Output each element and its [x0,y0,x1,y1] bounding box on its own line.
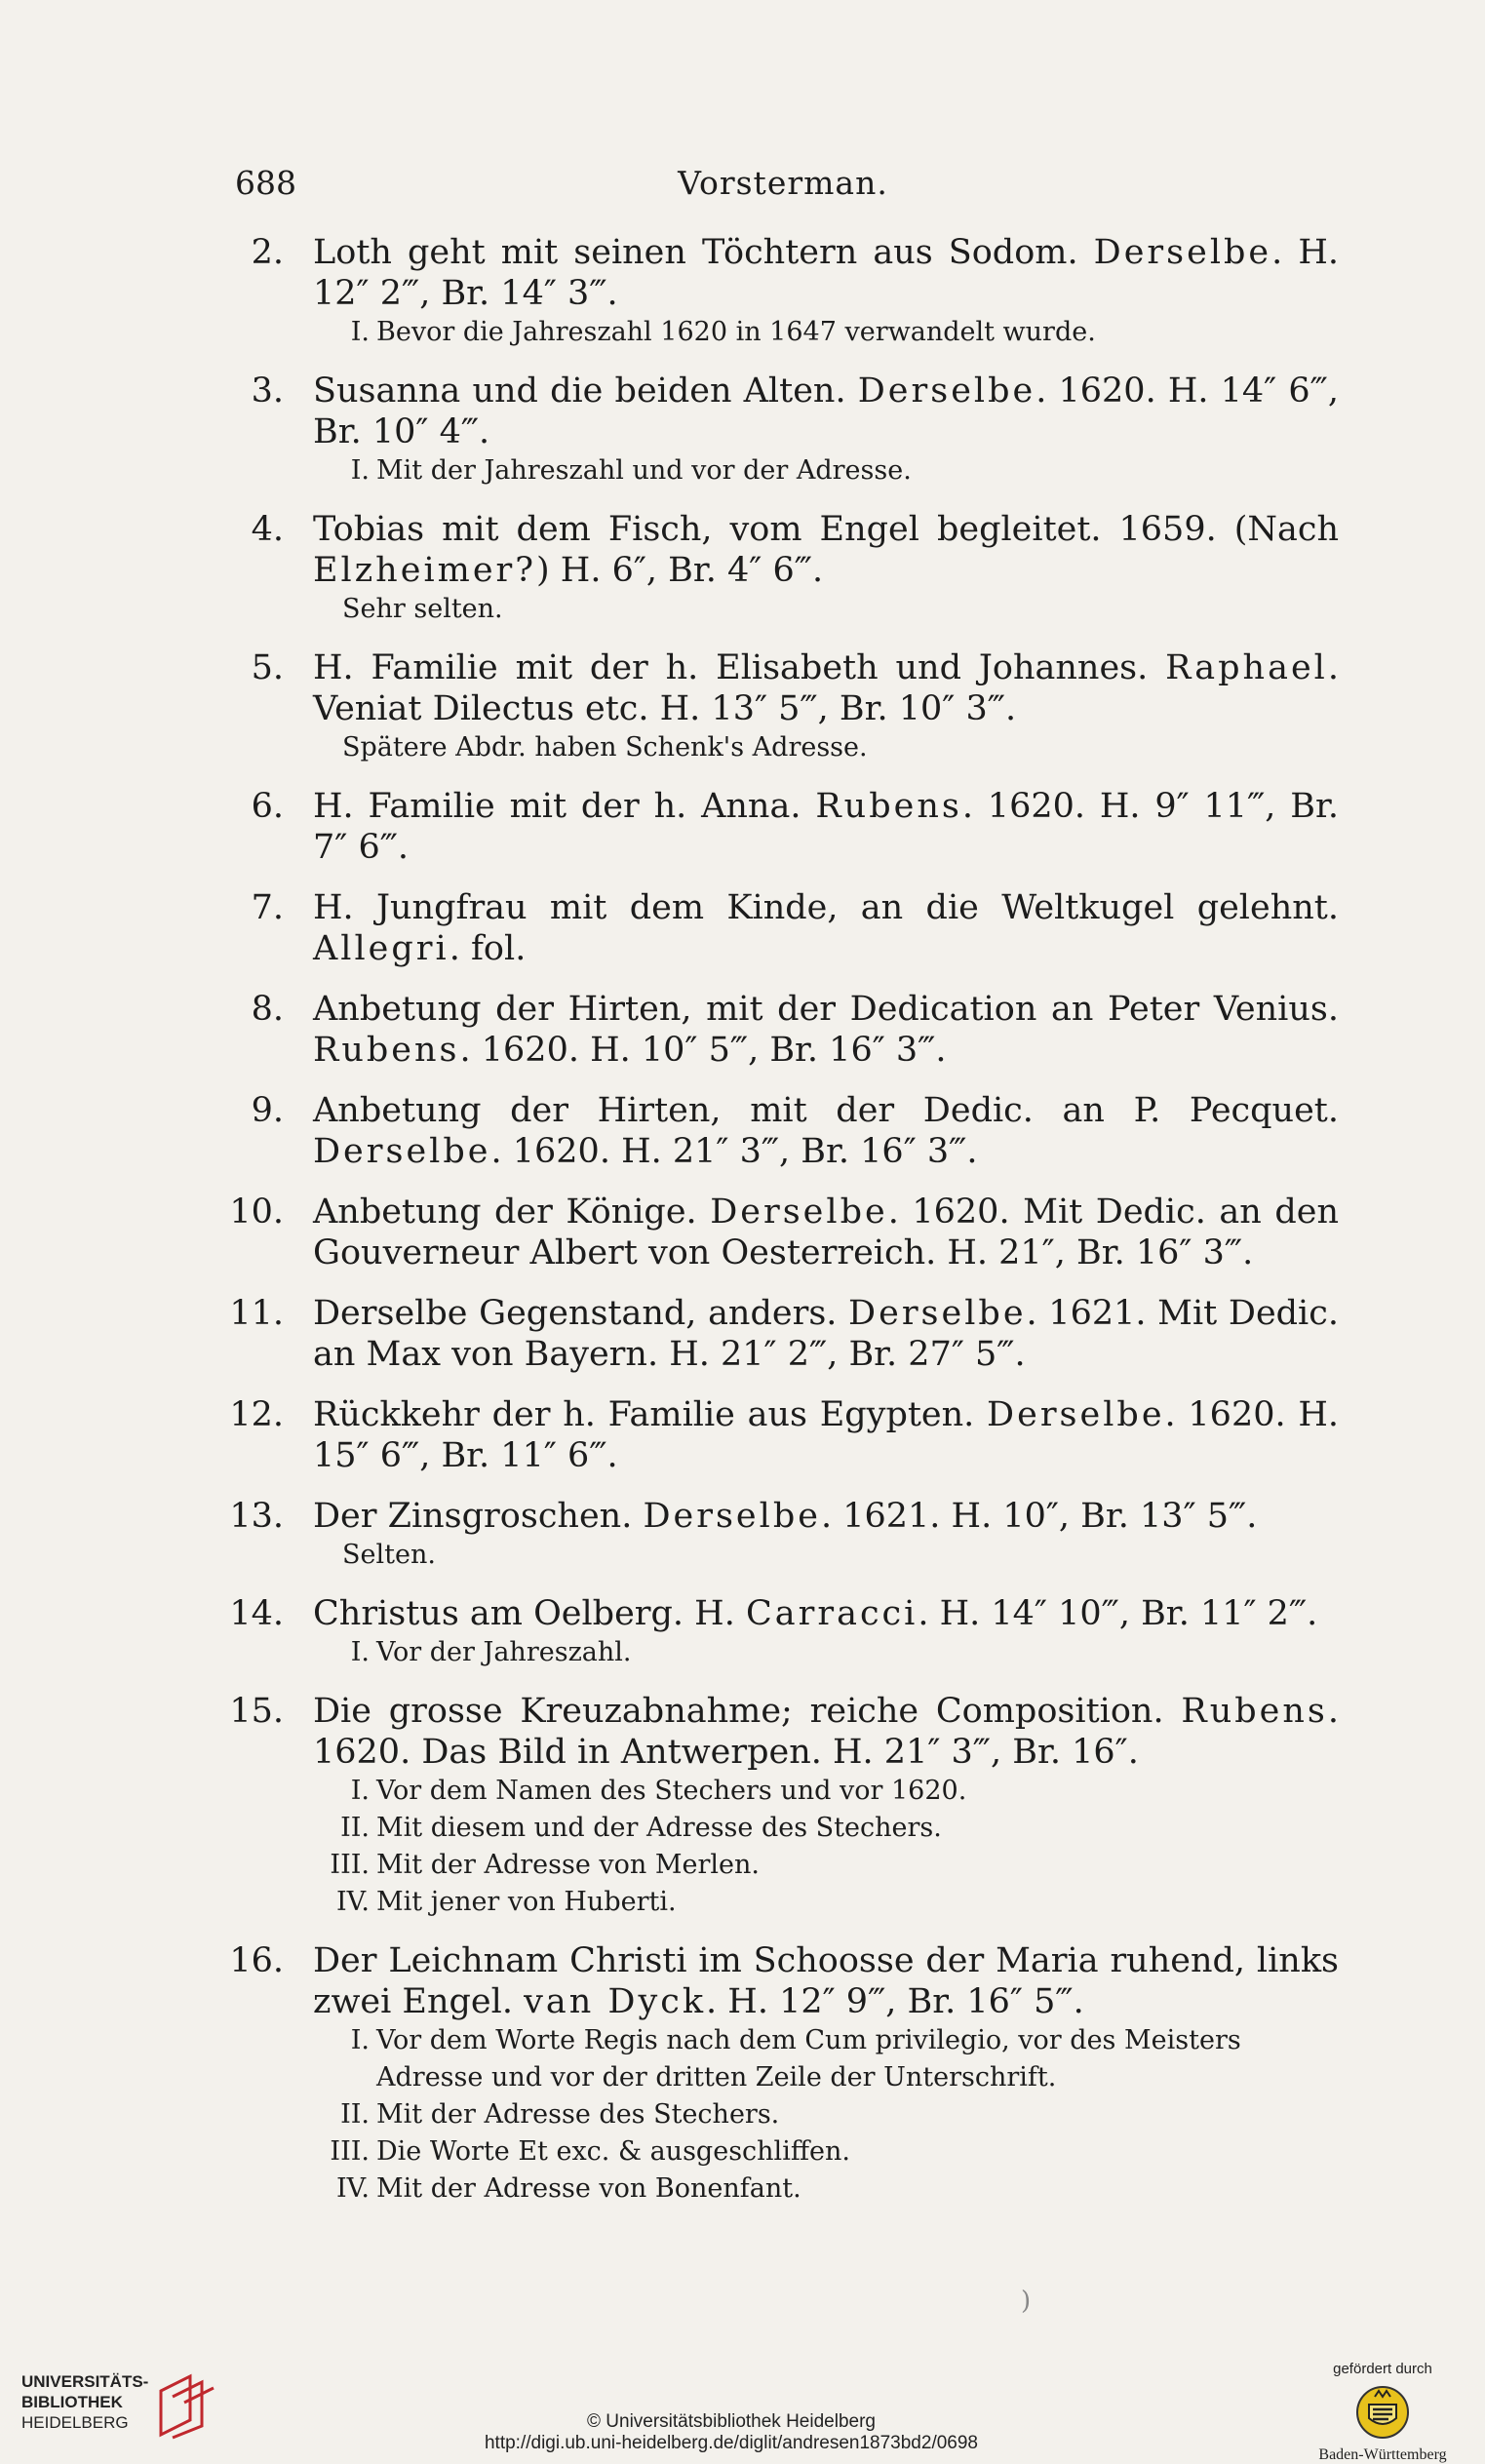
print-state [313,2171,1339,2208]
state-description: Mit der Jahreszahl und vor der Adresse. [376,455,912,486]
footer-credits [390,2411,1073,2454]
entry-text-segment: . 1620. H. 21″ 3‴, Br. 16″ 3‴. [490,1132,978,1171]
entry-text-segment: Anbetung der Könige. [313,1193,711,1232]
print-state [313,1773,1339,1810]
entry-text-segment: . H. 14″ 10‴, Br. 11″ 2‴. [918,1594,1318,1633]
entry-text-segment: . fol. [449,929,527,968]
artist-name: van Dyck [524,1982,707,2021]
entry-text-segment: . Veniat Dilectus etc. H. 13″ 5‴, Br. 10″ 3‴. [313,648,1339,728]
entry-number: 3. [251,372,284,411]
library-line: BIBLIOTHEK [21,2393,123,2411]
entry-text-segment: . 1620. H. 14″ 6‴, Br. 10″ 4‴. [313,372,1340,451]
page-marker: ) [1021,2287,1032,2316]
page-header [227,164,1339,213]
entry-description [313,1940,1339,2022]
print-state [313,2096,1339,2133]
ub-heidelberg-logo[interactable] [21,2371,226,2440]
entry-number: 7. [251,888,284,927]
catalogue-entry [227,647,1339,766]
entry-description [313,1192,1339,1273]
entry-description [313,1090,1339,1172]
state-description: Mit der Adresse von Merlen. [376,1850,761,1880]
entry-text-segment: H. Familie mit der h. Elisabeth und Johannes. [313,648,1166,687]
state-numeral: I. [350,1637,370,1667]
copyright-notice: © Universitätsbibliothek Heidelberg [587,2411,876,2432]
entry-text-segment: Die grosse Kreuzabnahme; reiche Composition. [313,1692,1182,1731]
entry-number: 4. [251,510,284,549]
entry-text-segment: . 1620. Das Bild in Antwerpen. H. 21″ 3‴, Br. 16″. [313,1692,1339,1772]
entry-number: 9. [251,1091,284,1130]
print-state [313,1847,1339,1884]
entry-number: 2. [251,233,284,272]
catalogue-entry [227,1496,1339,1574]
entry-note: Spätere Abdr. haben Schenk's Adresse. [342,732,868,763]
funded-by-label: gefördert durch [1333,2361,1432,2377]
entry-number: 8. [251,990,284,1029]
state-numeral: I. [350,455,370,486]
library-name [21,2371,148,2433]
entry-number: 5. [251,648,284,687]
entry-text-segment: . 1620. H. 15″ 6‴, Br. 11″ 6‴. [313,1395,1339,1475]
catalogue-entry [227,1192,1339,1273]
state-numeral: I. [350,2025,370,2055]
artist-name: Rubens [1181,1692,1328,1731]
entry-text-segment: Tobias mit dem Fisch, vom Engel begleitet. 1659. (Nach [313,510,1339,549]
state-description: Mit der Adresse des Stechers. [376,2099,780,2130]
state-numeral: I. [350,317,370,347]
artist-name: Derselbe [857,372,1036,411]
entry-text-segment: H. Jungfrau mit dem Kinde, an die Weltkugel gelehnt. [313,888,1339,927]
catalogue-entry [227,786,1339,868]
catalogue-entry [227,1593,1339,1671]
entry-note: Sehr selten. [342,594,503,624]
entry-text-segment: . 1621. H. 10″, Br. 13″ 5‴. [820,1497,1258,1536]
artist-name: Raphael [1165,648,1328,687]
entry-number: 6. [251,787,284,826]
state-numeral: III. [330,1850,370,1880]
artist-name: Rubens [313,1031,460,1070]
print-state [313,452,1339,489]
entry-description [313,371,1339,452]
entry-note: Selten. [342,1540,436,1570]
entry-text-segment: Anbetung der Hirten, mit der Dedic. an P. Pecquet. [313,1091,1339,1130]
state-description: Mit der Adresse von Bonenfant. [376,2173,801,2204]
entry-number: 15. [229,1692,284,1731]
state-numeral: II. [340,1813,370,1843]
entry-text-segment: . 1621. Mit Dedic. an Max von Bayern. H. 21″ 2‴, Br. 27″ 5‴. [313,1294,1339,1374]
entry-description [313,647,1339,729]
entry-text-segment: Der Leichnam Christi im Schoosse der Maria ruhend, links zwei Engel. [313,1941,1339,2021]
artist-name: Rubens [815,787,962,826]
state-description: Bevor die Jahreszahl 1620 in 1647 verwandelt wurde. [376,317,1096,347]
artist-name: Allegri [313,929,449,968]
entry-description [313,1593,1339,1634]
catalogue-entry [227,887,1339,969]
ub-logo-icon [151,2371,221,2440]
entry-text-segment: Loth geht mit seinen Töchtern aus Sodom. [313,233,1094,272]
state-crest-icon [1355,2385,1410,2440]
funding-logo[interactable] [1309,2360,1456,2464]
catalogue-entry [227,1090,1339,1172]
state-description: Vor der Jahreszahl. [376,1637,632,1667]
entry-number: 11. [229,1294,284,1333]
state-numeral: III. [330,2136,370,2167]
permalink-url[interactable]: http://digi.ub.uni-heidelberg.de/diglit/andresen1873bd2/0698 [484,2433,978,2453]
catalogue-entry [227,1293,1339,1375]
artist-name: Derselbe [710,1193,888,1232]
artist-name: Elzheimer? [313,551,537,590]
print-state [313,1810,1339,1847]
entry-description [313,989,1339,1071]
entry-text-segment: Derselbe Gegenstand, anders. [313,1294,849,1333]
state-description: Die Worte Et exc. & ausgeschliffen. [376,2136,850,2167]
artist-name: Derselbe [987,1395,1165,1434]
catalogue-entry [227,509,1339,628]
entry-text-segment: . H. 12″ 9‴, Br. 16″ 5‴. [706,1982,1084,2021]
state-numeral: I. [350,1776,370,1806]
state-description: Vor dem Namen des Stechers und vor 1620. [376,1776,967,1806]
entry-text-segment: . H. 12″ 2‴, Br. 14″ 3‴. [313,233,1339,313]
entry-text-segment: Susanna und die beiden Alten. [313,372,858,411]
entry-description [313,1293,1339,1375]
artist-name: Derselbe [1093,233,1272,272]
print-state [313,2022,1339,2096]
artist-name: Derselbe [643,1497,821,1536]
print-state [313,1884,1339,1921]
state-description: Mit jener von Huberti. [376,1887,677,1917]
page-number: 688 [235,164,296,202]
entry-description [313,887,1339,969]
entry-number: 10. [229,1193,284,1232]
entry-text-segment: ) H. 6″, Br. 4″ 6‴. [536,551,824,590]
entry-text-segment: . 1620. H. 9″ 11‴, Br. 7″ 6‴. [313,787,1339,867]
artist-name: Carracci [745,1594,918,1633]
artist-name: Derselbe [848,1294,1027,1333]
catalogue-entry [227,1691,1339,1921]
entry-text-segment: Christus am Oelberg. H. [313,1594,746,1633]
library-line: HEIDELBERG [21,2413,129,2432]
entry-number: 16. [229,1941,284,1980]
entry-description [313,1496,1339,1537]
state-description: Mit diesem und der Adresse des Stechers. [376,1813,942,1843]
catalogue-entry [227,232,1339,351]
entry-description [313,232,1339,314]
entry-number: 14. [229,1594,284,1633]
print-state [313,1634,1339,1671]
entry-number: 12. [229,1395,284,1434]
print-state [313,314,1339,351]
entry-text-segment: Anbetung der Hirten, mit der Dedication an Peter Venius. [313,990,1339,1029]
library-line: UNIVERSITÄTS- [21,2372,149,2391]
running-title: Vorsterman. [678,164,888,202]
artist-name: Derselbe [313,1132,491,1171]
print-state [313,2133,1339,2171]
entry-text-segment: Der Zinsgroschen. [313,1497,644,1536]
state-description: Vor dem Worte Regis nach dem Cum privilegio, vor des Meisters Adresse und vor der dritten Zeile der Unterschrift. [376,2025,1241,2092]
entry-text-segment: . 1620. Mit Dedic. an den Gouverneur Albert von Oesterreich. H. 21″, Br. 16″ 3‴. [313,1193,1339,1272]
catalogue-entry [227,989,1339,1071]
catalogue-entry [227,1394,1339,1476]
catalogue-entries [227,232,1339,2227]
entry-text-segment: H. Familie mit der h. Anna. [313,787,816,826]
state-numeral: IV. [335,2173,370,2204]
entry-text-segment: . 1620. H. 10″ 5‴, Br. 16″ 3‴. [459,1031,947,1070]
state-numeral: IV. [335,1887,370,1917]
funder-name: Baden-Württemberg [1318,2446,1447,2463]
entry-text-segment: Rückkehr der h. Familie aus Egypten. [313,1395,988,1434]
state-numeral: II. [340,2099,370,2130]
entry-description [313,509,1339,591]
catalogue-entry [227,1940,1339,2208]
entry-description [313,1691,1339,1773]
entry-description [313,1394,1339,1476]
entry-description [313,786,1339,868]
catalogue-entry [227,371,1339,489]
entry-number: 13. [229,1497,284,1536]
